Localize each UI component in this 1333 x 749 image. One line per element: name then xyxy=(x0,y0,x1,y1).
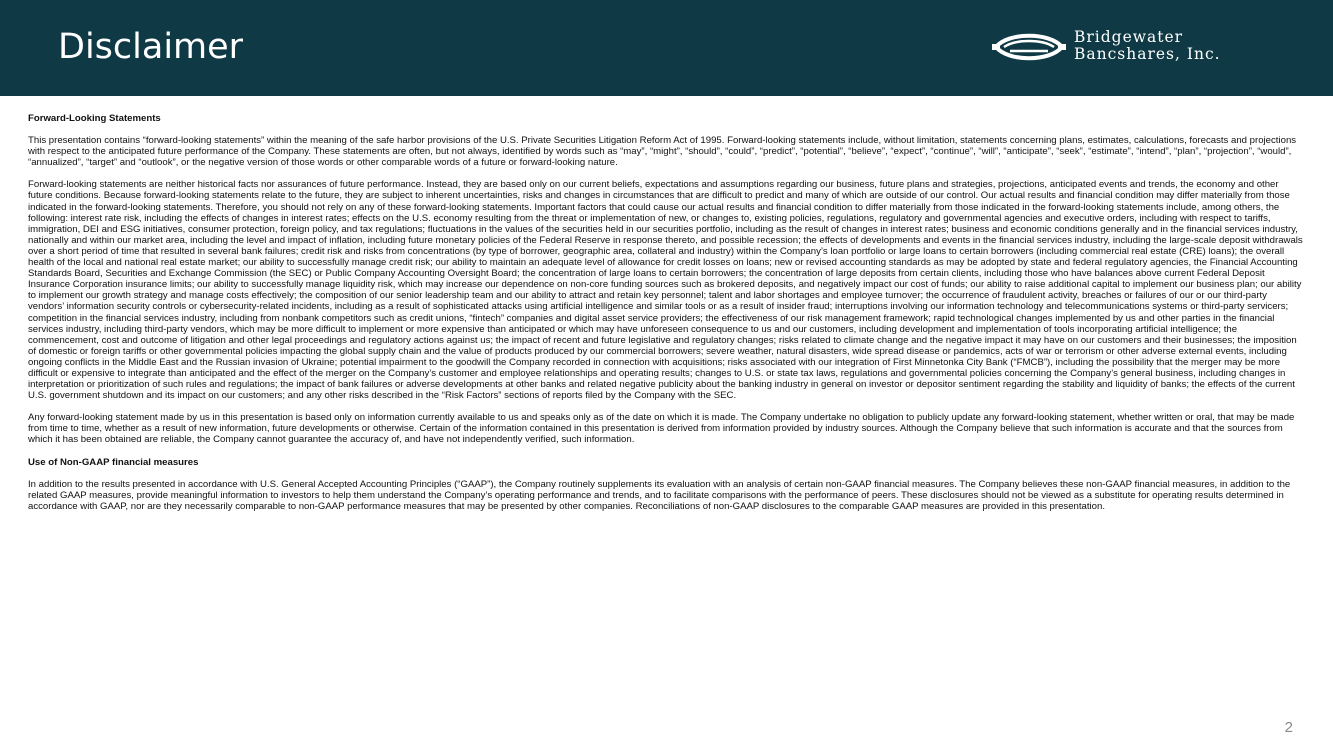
logo-line-2: Bancshares, Inc. xyxy=(1074,45,1221,63)
paragraph: In addition to the results presented in accordance with U.S. General Accepted Accounting Principles (“GAAP”), the Company routinely supplements its evaluation with an analysis of certain non-GAAP financial measures. The Company believes these non-GAAP financial measures, in addition to the related GAAP measures, provide meaningful information to investors to help them understand the Company’s operating performance and trends, and to facilitate comparisons with the performance of peers. These disclosures should not be viewed as a substitute for operating results determined in accordance with GAAP, nor are they necessarily comparable to non-GAAP performance measures that may be presented by other companies. Reconciliations of non-GAAP disclosures to the comparable GAAP measures are provided in this presentation. xyxy=(28,478,1291,512)
company-logo xyxy=(992,26,1272,70)
paragraph: Forward-looking statements are neither historical facts nor assurances of future performance. Instead, they are based only on our current beliefs, expectations and assumptions regarding our business, future plans and strategies, projections, anticipated events and trends, the economy and other future conditions. Because forward-looking statements relate to the future, they are subject to inherent uncertainties, risks and changes in circumstances that are difficult to predict and many of which are outside of our control. Our actual results and financial condition may differ materially from those indicated in the forward-looking statements. Therefore, you should not rely on any of these forward-looking statements. Important factors that could cause our actual results and financial condition to differ materially from those indicated in the forward-looking statements include, among others, the following: interest rate risk, including the effects of changes in interest rates; effects on the U.S. economy resulting from the threat or implementation of new, or changes to, existing policies, regulations, regulatory and governmental agencies and executive orders, including with respect to tariffs, immigration, DEI and ESG initiatives, consumer protection, foreign policy, and tax regulations; fluctuations in the values of the securities held in our securities portfolio, including as the result of changes in interest rates; business and economic conditions generally and in the financial services industry, nationally and within our market area, including the level and impact of inflation, including future monetary policies of the Federal Reserve in response thereto, and possible recession; the effects of developments and events in the financial services industry, including the large-scale deposit withdrawals over a short period of time that resulted in several bank failures; credit risk and risks from concentrations (by type of borrower, geographic area, collateral and industry) within the Company’s loan portfolio or large loans to certain borrowers (including commercial real estate (CRE) loans); the overall health of the local and national real estate market; our ability to successfully manage credit risk; our ability to maintain an adequate level of allowance for credit losses on loans; new or revised accounting standards as may be adopted by state and federal regulatory agencies, the Financial Accounting Standards Board, Securities and Exchange Commission (the SEC) or Public Company Accounting Oversight Board; the concentration of large loans to certain borrowers; the concentration of large deposits from certain clients, including those who have balances above current Federal Deposit Insurance Corporation insurance limits; our ability to successfully manage liquidity risk, which may increase our dependence on non-core funding sources such as brokered deposits, and negatively impact our cost of funds; our ability to raise additional capital to implement our business plan; our ability to implement our growth strategy and manage costs effectively; the composition of our senior leadership team and our ability to attract and retain key personnel; talent and labor shortages and employee turnover; the occurrence of fraudulent activity, breaches or failures of our or our third-party vendors’ information security controls or cybersecurity-related incidents, including as a result of sophisticated attacks using artificial intelligence and similar tools or as a result of insider fraud; interruptions involving our information technology and telecommunications systems or third-party servicers; competition in the financial services industry, including from nonbank competitors such as credit unions, “fintech” companies and digital asset service providers; the effectiveness of our risk management framework; rapid technological changes implemented by us and other parties in the financial services industry, including third-party vendors, which may be more difficult to implement or more expensive than anticipated or which may have unforeseen consequence to us and our customers, including development and implementation of tools incorporating artificial intelligence; the commencement, cost and outcome of litigation and other legal proceedings and regulatory actions against us; the impact of recent and future legislative and regulatory changes; risks related to climate change and the negative impact it may have on our customers and their businesses; the imposition of domestic or foreign tariffs or other governmental policies impacting the global supply chain and the value of products produced by our commercial borrowers; severe weather, natural disasters, wide spread disease or pandemics, acts of war or terrorism or other adverse external events, including ongoing conflicts in the Middle East and the Russian invasion of Ukraine; potential impairment to the goodwill the Company recorded in connection with acquisitions; risks associated with our integration of First Minnetonka City Bank (“FMCB”), including the possibility that the merger may be more difficult or expensive to integrate than anticipated and the effect of the merger on the Company’s customer and employee relationships and operating results; changes to U.S. or state tax laws, regulations and governmental policies concerning the Company’s general business, including changes in interpretation or prioritization of such rules and regulations; the impact of bank failures or adverse developments at other banks and related negative publicity about the banking industry in general on investor or depositor sentiment regarding the stability and liquidity of banks; the effects of the current U.S. government shutdown and its impact on our customers; and any other risks described in the “Risk Factors” sections of reports filed by the Company with the SEC. xyxy=(28,179,1303,402)
section-heading-non-gaap: Use of Non-GAAP financial measures xyxy=(28,456,199,468)
disclaimer-body xyxy=(28,113,1304,523)
paragraph: Any forward-looking statement made by us in this presentation is based only on information currently available to us and speaks only as of the date on which it is made. The Company undertake no obligation to publicly update any forward-looking statement, whether written or oral, that may be made from time to time, whether as a result of new information, future developments or otherwise. Certain of the information contained in this presentation is derived from information provided by industry sources. Although the Company believe that such information is accurate and that the sources from which it has been obtained are reliable, the Company cannot guarantee the accuracy of, and have not independently verified, such information. xyxy=(28,412,1295,446)
header-bar xyxy=(0,0,1333,96)
paragraph: This presentation contains “forward-looking statements” within the meaning of the safe harbor provisions of the U.S. Private Securities Litigation Reform Act of 1995. Forward-looking statements include, without limitation, statements concerning plans, estimates, calculations, forecasts and projections with respect to the anticipated future performance of the Company. These statements are often, but not always, identified by words such as “may”, “might”, “should”, “could”, “predict”, “potential”, “believe”, “expect”, “continue”, “will”, “anticipate”, “seek”, “estimate”, “intend”, “plan”, “projection”, “would”, “annualized”, “target” and “outlook”, or the negative version of those words or other comparable words of a future or forward-looking nature. xyxy=(28,135,1297,169)
bridge-logo-icon xyxy=(992,28,1066,66)
page-number: 2 xyxy=(1284,719,1293,736)
section-heading-forward-looking: Forward-Looking Statements xyxy=(28,113,161,124)
page-title: Disclaimer xyxy=(58,27,244,67)
logo-line-1: Bridgewater xyxy=(1074,28,1184,46)
